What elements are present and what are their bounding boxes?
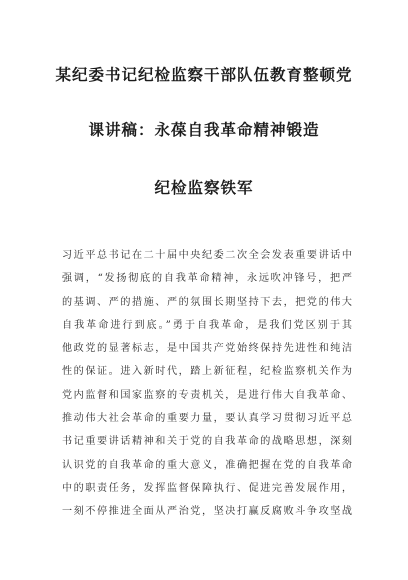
body-paragraph (62, 244, 352, 524)
body-line: 自我革命进行到底。”勇于自我革命，是我们党区别于其 (62, 319, 352, 331)
body-line: 习近平总书记在二十届中央纪委二次全会发表重要讲话中 (62, 250, 352, 261)
title-line-1: 某纪委书记纪检监察干部队伍教育整顿党 (55, 65, 353, 84)
body-line: 一刻不停推进全面从严治党，坚决打赢反腐败斗争攻坚战 (62, 506, 352, 518)
title-line-2: 课讲稿：永葆自我革命精神锻造 (88, 120, 320, 139)
body-line: 性的保证。进入新时代，踏上新征程，纪检监察机关作为 (62, 366, 352, 378)
body-line: 的基调、严的措施、严的氛围长期坚持下去，把党的伟大 (62, 296, 352, 308)
body-line: 推动伟大社会革命的重要力量，要认真学习贯彻习近平总 (62, 413, 352, 425)
body-line: 党内监督和国家监察的专责机关，是进行伟大自我革命、 (62, 389, 352, 401)
body-line: 中的职责任务，发挥监督保障执行、促进完善发展作用， (62, 482, 352, 494)
title-line-3: 纪检监察铁军 (154, 178, 254, 197)
body-line: 强调，“发扬彻底的自我革命精神，永远吹冲锋号，把严 (62, 273, 352, 285)
body-line: 书记重要讲话精神和关于党的自我革命的战略思想，深刻 (62, 436, 352, 448)
body-line: 认识党的自我革命的重大意义，准确把握在党的自我革命 (62, 459, 352, 471)
body-line: 他政党的显著标志，是中国共产党始终保持先进性和纯洁 (62, 343, 352, 355)
